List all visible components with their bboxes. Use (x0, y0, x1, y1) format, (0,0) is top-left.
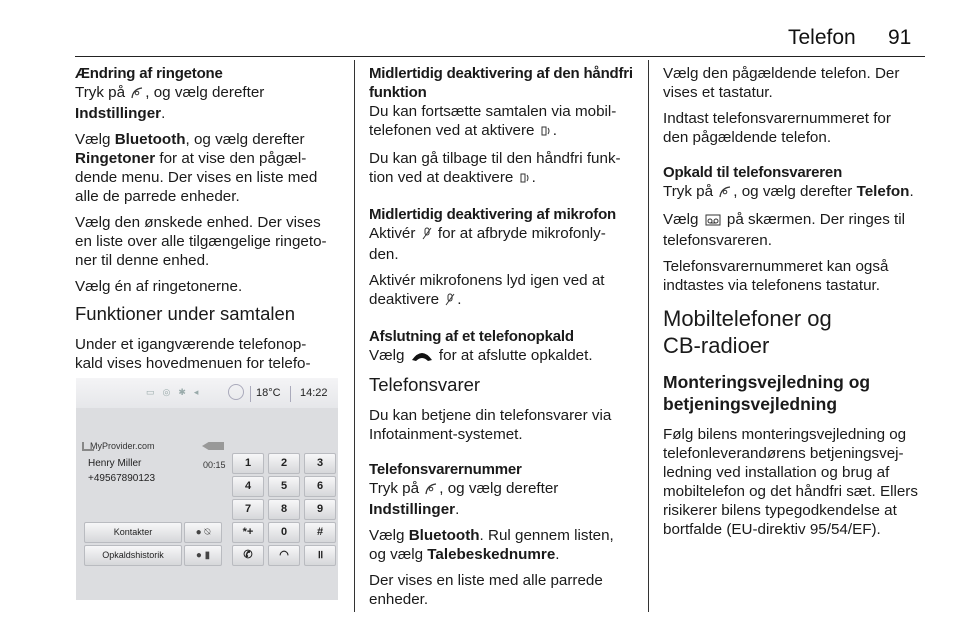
paragraph: Tryk på , og vælg derefter Indstillinger. (369, 480, 559, 518)
paragraph: Aktivér for at afbryde mikrofonly- den. (369, 225, 606, 263)
header-rule (75, 56, 925, 57)
heading-ringetone: Ændring af ringetone (75, 65, 223, 82)
mic-mute-icon (422, 226, 432, 245)
hold-icon[interactable]: ॥ (304, 545, 336, 566)
paragraph: Der vises en liste med alle parrede enheder. (369, 572, 603, 608)
status-bar (76, 378, 338, 408)
contacts-button[interactable]: Kontakter (84, 522, 182, 543)
hangup-icon (411, 348, 433, 367)
keypad-key[interactable]: # (304, 522, 336, 543)
back-icon[interactable] (202, 442, 224, 450)
paragraph: Telefonsvarernummeret kan også indtastes via telefonens tastatur. (663, 258, 889, 294)
home-icon (131, 85, 143, 104)
paragraph: Følg bilens monteringsvejledning og telefonleverandørens betjeningsvej- ledning ved installation og brug af mobiltelefon og det håndfri sæt. Ellers risikerer bilens typegodkendelse at bortfalde (EU-direktiv 95/54/EF). (663, 426, 918, 538)
heading-funktioner: Funktioner under samtalen (75, 303, 296, 324)
phone-screen-illustration (76, 378, 338, 600)
keypad-key[interactable]: 1 (232, 453, 264, 474)
provider-name: MyProvider.com (90, 441, 155, 451)
column-2 (369, 64, 645, 616)
temperature: 18°C (256, 387, 281, 399)
heading-installation: Monteringsvejledning og betjeningsvejledning (663, 372, 871, 414)
keypad-key[interactable]: 9 (304, 499, 336, 520)
heading-call-voicemail: Opkald til telefonsvareren (663, 164, 843, 181)
handsfree-icon (520, 170, 530, 189)
call-duration: 00:15 (203, 460, 226, 470)
paragraph: Tryk på , og vælg derefter Telefon. (663, 182, 925, 203)
paragraph: Vælg Bluetooth, og vælg derefter Ringetoner for at vise den pågæl- dende menu. Der vises en liste med alle de parrede enheder. (75, 131, 318, 205)
paragraph: Vælg den ønskede enhed. Der vises en liste over alle tilgængelige ringeto- ner til denne enhed. (75, 214, 327, 269)
heading-mobile-phones: Mobiltelefoner og CB-radioer (663, 306, 832, 358)
heading-mic: Midlertidig deaktivering af mikrofon (369, 206, 617, 223)
keypad-key[interactable]: 0 (268, 522, 300, 543)
page-header-title: Telefon (788, 26, 856, 49)
home-icon (719, 184, 731, 203)
paragraph: Vælg den pågældende telefon. Der vises et tastatur. (663, 65, 900, 101)
heading-end-call: Afslutning af et telefonopkald (369, 328, 574, 345)
hangup-icon[interactable]: ◠ (268, 545, 300, 566)
keypad-key[interactable]: 6 (304, 476, 336, 497)
voicemail-icon (705, 212, 721, 231)
paragraph: Tryk på , og vælg derefter Indstillinger. (75, 84, 265, 122)
handsfree-button[interactable]: ● ▮ (184, 545, 222, 566)
mute-mic-button[interactable]: ● ⍉ (184, 522, 222, 543)
paragraph: Vælg for at afslutte opkaldet. (369, 346, 645, 367)
keypad-key[interactable]: 2 (268, 453, 300, 474)
paragraph: Du kan gå tilbage til den håndfri funk- tion ved at deaktivere . (369, 149, 645, 189)
column-3 (663, 64, 925, 546)
caller-name: Henry Miller (88, 458, 142, 469)
paragraph: Under et igangværende telefonop- kald vises hovedmenuen for telefo- (75, 336, 311, 372)
mic-mute-icon (445, 292, 455, 311)
keypad-key[interactable]: *+ (232, 522, 264, 543)
keypad-key[interactable]: 4 (232, 476, 264, 497)
paragraph: Indtast telefonsvarernummeret for den pågældende telefon. (663, 110, 891, 146)
handsfree-icon (541, 123, 551, 142)
page-number: 91 (888, 26, 912, 49)
paragraph: Aktivér mikrofonens lyd igen ved at deaktivere . (369, 271, 645, 311)
paragraph: Vælg én af ringetonerne. (75, 278, 243, 295)
divider (290, 386, 291, 402)
clock: 14:22 (300, 387, 328, 399)
heading-vm-number: Telefonsvarernummer (369, 461, 522, 478)
keypad-key[interactable]: 5 (268, 476, 300, 497)
call-history-button[interactable]: Opkaldshistorik (84, 545, 182, 566)
divider (250, 386, 251, 402)
heading-voicemail: Telefonsvarer (369, 374, 481, 395)
keypad-key[interactable]: 7 (232, 499, 264, 520)
keypad-key[interactable]: 8 (268, 499, 300, 520)
heading-handsfree: Midlertidig deaktivering af den håndfri funktion (369, 65, 633, 101)
home-icon (425, 481, 437, 500)
caller-number: +49567890123 (88, 473, 156, 484)
column-divider-2 (648, 60, 649, 612)
paragraph: Du kan fortsætte samtalen via mobil- telefonen ved at aktivere . (369, 102, 645, 142)
keypad-key[interactable]: 3 (304, 453, 336, 474)
paragraph: Vælg Bluetooth. Rul gennem listen, og vælg Talebeskednumre. (369, 527, 614, 563)
paragraph: Vælg på skærmen. Der ringes til telefonsvareren. (663, 211, 905, 249)
column-divider-1 (354, 60, 355, 612)
status-icons: ▭◎✱◂ (146, 387, 207, 397)
call-icon[interactable]: ✆ (232, 545, 264, 566)
column-1 (75, 64, 350, 399)
paragraph: Du kan betjene din telefonsvarer via Infotainment-systemet. (369, 407, 612, 443)
music-icon (228, 384, 244, 400)
